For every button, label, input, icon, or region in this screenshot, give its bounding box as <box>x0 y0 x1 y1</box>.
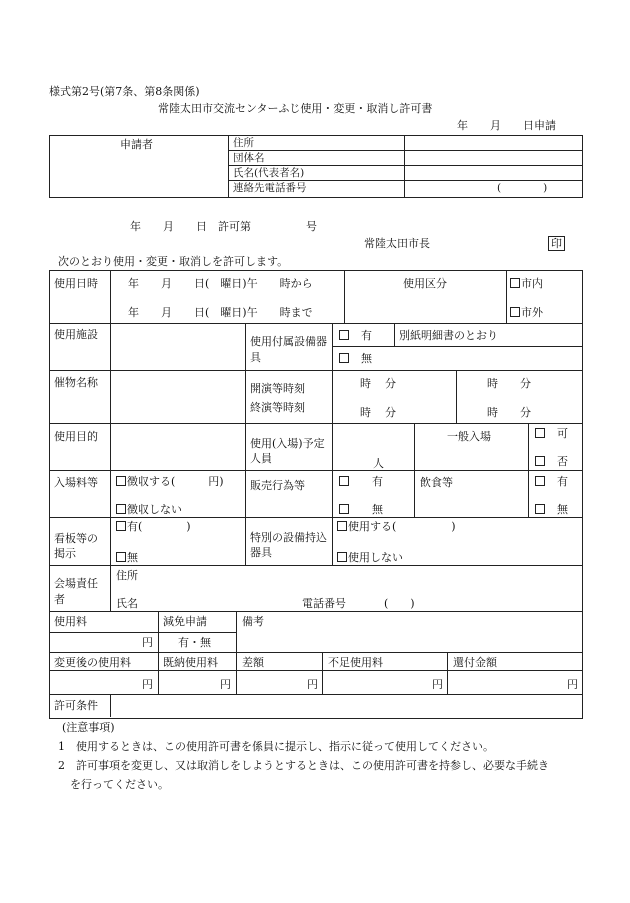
representative-label: 氏名(代表者名) <box>233 167 305 179</box>
seal-mark: 印 <box>548 236 565 251</box>
close-hour: 時 <box>360 406 371 419</box>
fee-collect-option[interactable]: 徴収する( 円) <box>116 476 224 487</box>
paid-fee-label: 既納使用料 <box>163 656 218 669</box>
checkbox-icon <box>510 307 520 317</box>
checkbox-icon <box>116 552 126 562</box>
out-city-option[interactable]: 市外 <box>510 307 543 318</box>
checkbox-icon <box>337 552 347 562</box>
signboard-no-option[interactable]: 無 <box>116 552 138 563</box>
reduction-label: 減免申請 <box>163 615 207 628</box>
shortfall-yen: 円 <box>432 678 443 691</box>
fee-no-collect-option[interactable]: 徴収しない <box>116 504 182 515</box>
venue-name-label: 氏名 <box>116 597 138 610</box>
contact-phone-paren: ( ) <box>497 182 548 194</box>
diff-yen: 円 <box>307 678 318 691</box>
note-item-1: 1 使用するときは、この使用許可書を係員に提示し、指示に従って使用してください。 <box>58 740 494 753</box>
permit-statement: 次のとおり使用・変更・取消しを許可します。 <box>58 255 289 268</box>
checkbox-icon <box>337 521 347 531</box>
permit-date-line: 年 月 日 許可第 号 <box>130 220 317 233</box>
checkbox-icon <box>535 428 545 438</box>
equipment-no-option[interactable]: 無 <box>339 353 372 364</box>
note-item-2: 2 許可事項を変更し、又は取消しをしようとするときは、この使用許可書を持参し、必要な手続き <box>58 759 549 772</box>
attendance-label: 使用(入場)予定人員 <box>250 437 325 465</box>
attendance-person-unit: 人 <box>373 457 384 470</box>
sales-no-option[interactable]: 無 <box>339 504 383 515</box>
note-item-2-cont: を行ってください。 <box>70 778 169 791</box>
permit-conditions-label: 許可条件 <box>54 699 98 712</box>
sales-yes-option[interactable]: 有 <box>339 476 383 487</box>
open-minute: 分 <box>385 377 396 390</box>
remarks-label: 備考 <box>242 615 264 628</box>
group-name-label: 団体名 <box>233 152 265 164</box>
equipment-yes-option[interactable]: 有 <box>339 330 372 341</box>
apply-date: 年 月 日申請 <box>457 119 556 132</box>
facility-label: 使用施設 <box>54 328 98 341</box>
close-hour-2: 時 <box>487 406 498 419</box>
admission-allow-option[interactable]: 可 <box>535 428 568 439</box>
checkbox-icon <box>535 504 545 514</box>
open-hour: 時 <box>360 377 371 390</box>
fee-after-change-label: 変更後の使用料 <box>54 656 131 669</box>
after-yen: 円 <box>142 678 153 691</box>
close-minute: 分 <box>385 406 396 419</box>
signboard-yes-option[interactable]: 有( ) <box>116 521 191 532</box>
checkbox-icon <box>116 521 126 531</box>
food-yes-option[interactable]: 有 <box>535 476 568 487</box>
close-minute-2: 分 <box>520 406 531 419</box>
usage-fee-yen: 円 <box>142 636 153 649</box>
checkbox-icon <box>339 353 349 363</box>
food-label: 飲食等 <box>420 476 453 489</box>
contact-phone-label: 連絡先電話番号 <box>233 182 307 194</box>
shortfall-label: 不足使用料 <box>328 656 383 669</box>
signboard-label: 看板等の掲示 <box>54 532 98 560</box>
use-datetime-label: 使用日時 <box>54 277 98 290</box>
paid-yen: 円 <box>220 678 231 691</box>
use-category-label: 使用区分 <box>403 277 447 290</box>
equipment-label: 使用付属設備器具 <box>250 335 327 364</box>
sales-label: 販売行為等 <box>250 479 305 492</box>
fee-label: 入場料等 <box>54 476 98 489</box>
food-no-option[interactable]: 無 <box>535 504 568 515</box>
applicant-label: 申請者 <box>120 138 153 151</box>
venue-phone-label: 電話番号 <box>302 597 346 610</box>
checkbox-icon <box>116 476 126 486</box>
reduction-yes-no: 有・無 <box>178 636 211 649</box>
refund-yen: 円 <box>567 678 578 691</box>
event-name-label: 催物名称 <box>54 376 98 389</box>
use-datetime-from: 年 月 日( 曜日)午 時から <box>128 277 313 290</box>
special-equipment-label: 特別の設備持込器具 <box>250 531 327 559</box>
special-use-option[interactable]: 使用する( ) <box>337 521 456 532</box>
venue-manager-label: 会場責任者 <box>54 577 98 606</box>
venue-address-label: 住所 <box>116 569 138 582</box>
refund-label: 還付金額 <box>453 656 497 669</box>
address-label: 住所 <box>233 137 254 149</box>
special-not-use-option[interactable]: 使用しない <box>337 552 403 563</box>
checkbox-icon <box>116 504 126 514</box>
checkbox-icon <box>339 504 349 514</box>
checkbox-icon <box>339 330 349 340</box>
open-time-label: 開演等時刻 <box>250 382 305 395</box>
mayor-label: 常陸太田市長 <box>364 237 430 250</box>
in-city-option[interactable]: 市内 <box>510 278 543 289</box>
admission-deny-option[interactable]: 否 <box>535 456 568 467</box>
open-minute-2: 分 <box>520 377 531 390</box>
general-admission-label: 一般入場 <box>447 430 491 443</box>
close-time-label: 終演等時刻 <box>250 401 305 414</box>
form-number: 様式第2号(第7条、第8条関係) <box>49 85 200 98</box>
notes-heading: (注意事項) <box>62 721 115 734</box>
checkbox-icon <box>535 476 545 486</box>
use-datetime-to: 年 月 日( 曜日)午 時まで <box>128 306 313 319</box>
form-title: 常陸太田市交流センターふじ使用・変更・取消し許可書 <box>158 102 433 115</box>
checkbox-icon <box>535 456 545 466</box>
equipment-yes-note: 別紙明細書のとおり <box>399 329 498 342</box>
venue-phone-paren: ( ) <box>384 597 415 610</box>
checkbox-icon <box>339 476 349 486</box>
purpose-label: 使用目的 <box>54 430 98 443</box>
usage-fee-label: 使用料 <box>54 615 87 628</box>
checkbox-icon <box>510 278 520 288</box>
open-hour-2: 時 <box>487 377 498 390</box>
difference-label: 差額 <box>242 656 264 669</box>
